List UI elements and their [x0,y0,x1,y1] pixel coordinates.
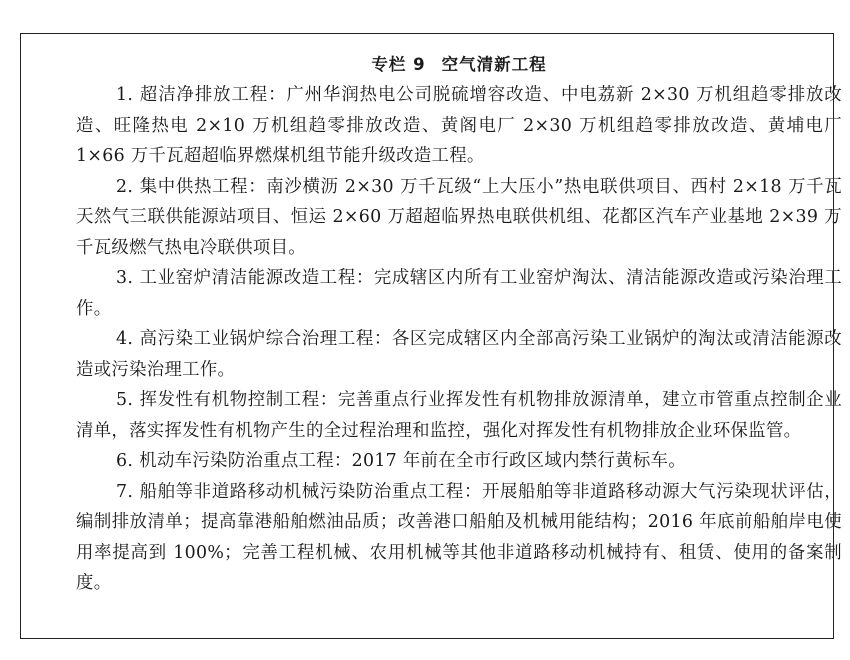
item-number: 6. [116,451,134,471]
item-text: 集中供热工程：南沙横沥 2×30 万千瓦级“上大压小”热电联供项目、西村 2×18 万千瓦天然气三联供能源站项目、恒运 2×60 万超超临界热电联供机组、花都区汽车产业基地 2×39 万千瓦级燃气热电冷联供项目。 [76,176,842,258]
item-text: 机动车污染防治重点工程：2017 年前在全市行政区域内禁行黄标车。 [139,451,686,471]
item-text: 挥发性有机物控制工程：完善重点行业挥发性有机物排放源清单，建立市管重点控制企业清单，落实挥发性有机物产生的全过程治理和监控，强化对挥发性有机物排放企业环保监管。 [76,390,842,441]
list-item [76,324,842,385]
list-item [76,477,842,599]
item-number: 7. [116,481,134,502]
column-heading: 空气清新工程 [441,55,547,74]
list-item [76,385,842,446]
list-item [76,446,842,477]
item-text: 工业窑炉清洁能源改造工程：完成辖区内所有工业窑炉淘汰、清洁能源改造或污染治理工作。 [76,268,842,319]
list-item [76,80,842,172]
item-number: 4. [116,329,134,349]
item-text: 高污染工业锅炉综合治理工程：各区完成辖区内全部高污染工业锅炉的淘汰或清洁能源改造或污染治理工作。 [76,329,842,380]
column-label: 专栏 9 [371,55,426,74]
column-title [76,52,842,78]
list-item [76,172,842,264]
item-text: 船舶等非道路移动机械污染防治重点工程：开展船舶等非道路移动源大气污染现状评估，编制排放清单；提高靠港船舶燃油品质；改善港口船舶及机械用能结构；2016 年底前船舶岸电使用率提高到 100%；完善工程机械、农用机械等其他非道路移动机械持有、租赁、使用的备案制度。 [76,481,842,593]
item-number: 1. [116,85,134,105]
column-content [76,52,842,599]
item-number: 5. [116,390,134,410]
item-text: 超洁净排放工程：广州华润热电公司脱硫增容改造、中电荔新 2×30 万机组趋零排放改造、旺隆热电 2×10 万机组趋零排放改造、黄阁电厂 2×30 万机组趋零排放改造、黄埔电厂 1×66 万千瓦超超临界燃煤机组节能升级改造工程。 [76,85,842,166]
item-number: 2. [116,176,134,197]
column-box [20,33,842,639]
item-number: 3. [116,268,134,288]
list-item [76,263,842,324]
